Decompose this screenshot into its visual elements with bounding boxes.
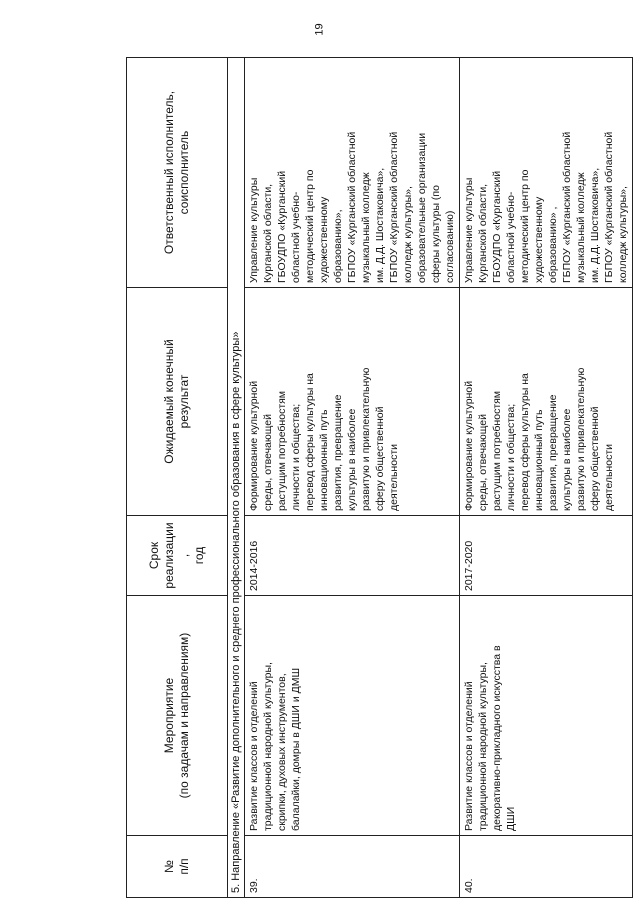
table-header-row [127, 58, 228, 898]
landscape-table-wrapper [126, 58, 629, 898]
row-number: 40. [460, 836, 633, 898]
table-row [245, 58, 460, 898]
row-term: 2014-2016 [245, 516, 460, 596]
rotated-table-area [126, 58, 629, 898]
row-executor: Управление культуры Курганской области, ГБОУДПО «Курганский областной учебно- методический центр по художественному образованию» , ГБПОУ «Курганский областной музыкальный колледж им. Д.Д. Шостаковича», ГБПОУ «Курганский областной колледж культуры», [460, 58, 633, 288]
header-activity: Мероприятие (по задачам и направлениям) [127, 596, 228, 836]
header-number: № п/п [127, 836, 228, 898]
row-activity: Развитие классов и отделений традиционной народной культуры, скрипки, духовых инструментов, балалайки, домры в ДШИ и ДМШ [245, 596, 460, 836]
section-row [228, 58, 245, 898]
page-number: 19 [313, 23, 326, 36]
row-activity: Развитие классов и отделений традиционной народной культуры, декоративно-прикладного искусства в ДШИ [460, 596, 633, 836]
row-number: 39. [245, 836, 460, 898]
header-executor: Ответственный исполнитель, соисполнитель [127, 58, 228, 288]
row-result: Формирование культурной среды, отвечающей растущим потребностям личности и общества; перевод сферы культуры на инновационный путь развития, превращение культуры в наиболее развитую и привлекательную сферу общественной деятельности [460, 288, 633, 516]
section-title: 5. Направление «Развитие дополнительного и среднего профессионального образования в сфере культуры» [228, 58, 245, 898]
row-term: 2017-2020 [460, 516, 633, 596]
row-executor: Управление культуры Курганской области, ГБОУДПО «Курганский областной учебно- методический центр по художественному образованию», ГБПОУ «Курганский областной музыкальный колледж им. Д.Д. Шостаковича», ГБПОУ «Курганский областной колледж культуры», образовательные организации сферы культуры (по согласованию) [245, 58, 460, 288]
table-row [460, 58, 633, 898]
header-term: Срок реализации, год [127, 516, 228, 596]
header-result: Ожидаемый конечный результат [127, 288, 228, 516]
activities-table [126, 57, 633, 898]
row-result: Формирование культурной среды, отвечающей растущим потребностям личности и общества; перевод сферы культуры на инновационный путь развития, превращение культуры в наиболее развитую и привлекательную сферу общественной деятельности [245, 288, 460, 516]
